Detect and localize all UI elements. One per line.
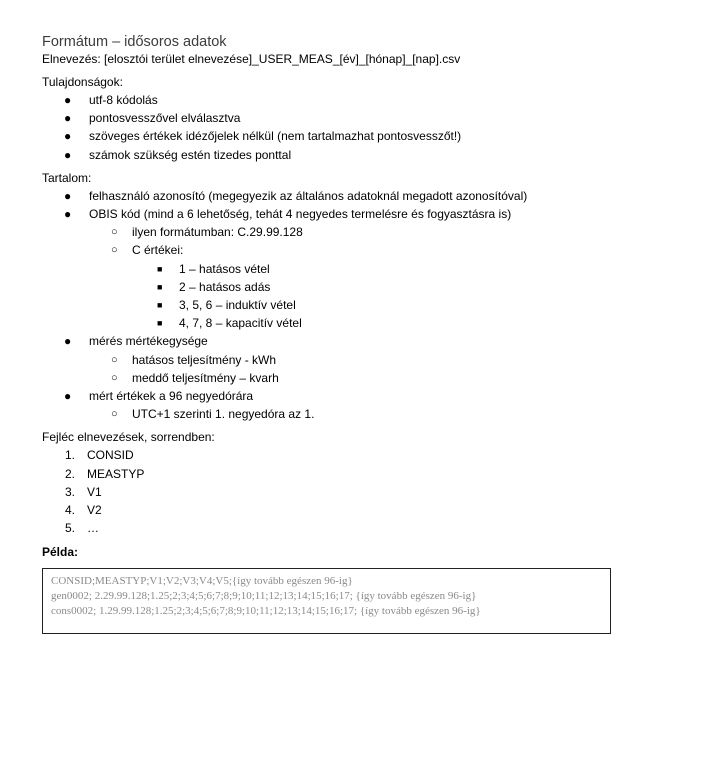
list-item: ● felhasználó azonosító (megegyezik az általános adatoknál megadott azonosítóval) <box>42 187 682 205</box>
list-item: ● OBIS kód (mind a 6 lehetőség, tehát 4 negyedes termelésre és fogyasztásra is) ○ ilyen formátumban: C.29.99.128 ○ C értékei: ■ 1 – hatásos vétel ■ 2 – hatásos adás ■ 3, 5, 6 – induktív vétel ■ 4, 7, 8 – kapacitív vétel <box>42 205 682 332</box>
list-item: ● szöveges értékek idézőjelek nélkül (nem tartalmazhat pontosvesszőt!) <box>42 127 682 145</box>
example-line: CONSID;MEASTYP;V1;V2;V3;V4;V5;{így tovább egészen 96-ig} <box>51 575 353 588</box>
bullet-icon: ● <box>64 389 72 404</box>
circle-bullet-icon: ○ <box>111 353 118 366</box>
list-item: 3. V1 <box>65 484 102 499</box>
bullet-icon: ● <box>64 111 72 126</box>
list-item: ■ 1 – hatásos vétel <box>42 260 682 278</box>
document-title: Formátum – idősoros adatok <box>42 34 227 50</box>
bullet-icon: ● <box>64 129 72 144</box>
file-naming-label: Elnevezés: [elosztói terület elnevezése]_USER_MEAS_[év]_[hónap]_[nap] <box>42 52 439 66</box>
unit-sublist <box>42 351 682 387</box>
circle-bullet-icon: ○ <box>111 371 118 384</box>
list-item: ● pontosvesszővel elválasztva <box>42 109 682 127</box>
square-bullet-icon: ■ <box>157 300 163 311</box>
list-item: ● mért értékek a 96 negyedórára ○ UTC+1 szerinti 1. negyedóra az 1. <box>42 387 682 423</box>
example-box <box>42 568 611 634</box>
list-item: ○ C értékei: ■ 1 – hatásos vétel ■ 2 – hatásos adás ■ 3, 5, 6 – induktív vétel ■ 4, 7, 8 – kapacitív vétel <box>42 241 682 332</box>
headers-list <box>42 446 682 537</box>
properties-heading: Tulajdonságok: <box>42 75 123 89</box>
example-line: cons0002; 1.29.99.128;1.25;2;3;4;5;6;7;8;9;10;11;12;13;14;15;16;17; {így tovább egészen 96-ig} <box>51 605 481 618</box>
square-bullet-icon: ■ <box>157 263 163 274</box>
list-item: ■ 2 – hatásos adás <box>42 278 682 296</box>
c-values-list <box>42 260 682 333</box>
headers-heading: Fejléc elnevezések, sorrendben: <box>42 430 215 445</box>
list-item: 2. MEASTYP <box>65 466 145 481</box>
square-bullet-icon: ■ <box>157 318 163 329</box>
list-item: ■ 4, 7, 8 – kapacitív vétel <box>42 314 682 332</box>
file-naming <box>42 52 682 66</box>
list-item: ○ ilyen formátumban: C.29.99.128 <box>42 223 682 241</box>
content-list <box>42 187 682 424</box>
circle-bullet-icon: ○ <box>111 226 118 239</box>
content-heading: Tartalom: <box>42 170 92 185</box>
list-item: ● számok szükség estén tizedes ponttal <box>42 146 682 164</box>
bullet-icon: ● <box>64 188 72 203</box>
properties-list <box>42 91 682 164</box>
square-bullet-icon: ■ <box>157 281 163 292</box>
example-line: gen0002; 2.29.99.128;1.25;2;3;4;5;6;7;8;9;10;11;12;13;14;15;16;17; {így tovább egészen 96-ig} <box>51 590 477 603</box>
obis-sublist <box>42 223 682 332</box>
list-item: ● utf-8 kódolás <box>42 91 682 109</box>
circle-bullet-icon: ○ <box>111 408 118 421</box>
file-naming-suffix: .csv <box>438 52 461 66</box>
example-label: Példa: <box>42 545 79 560</box>
list-item: 4. V2 <box>65 503 102 518</box>
bullet-icon: ● <box>64 334 72 349</box>
document-page <box>42 30 682 634</box>
circle-bullet-icon: ○ <box>111 244 118 257</box>
quarter-hour-sublist <box>42 405 682 423</box>
list-item: ○ UTC+1 szerinti 1. negyedóra az 1. <box>42 405 682 423</box>
list-item: ○ meddő teljesítmény – kvarh <box>42 369 682 387</box>
list-item: ● mérés mértékegysége ○ hatásos teljesítmény - kWh ○ meddő teljesítmény – kvarh <box>42 332 682 387</box>
list-item: 1. CONSID <box>65 448 134 463</box>
bullet-icon: ● <box>64 93 72 107</box>
list-item: ○ hatásos teljesítmény - kWh <box>42 351 682 369</box>
bullet-icon: ● <box>64 207 72 222</box>
bullet-icon: ● <box>64 147 72 162</box>
list-item: 5. … <box>65 521 99 536</box>
list-item: ■ 3, 5, 6 – induktív vétel <box>42 296 682 314</box>
